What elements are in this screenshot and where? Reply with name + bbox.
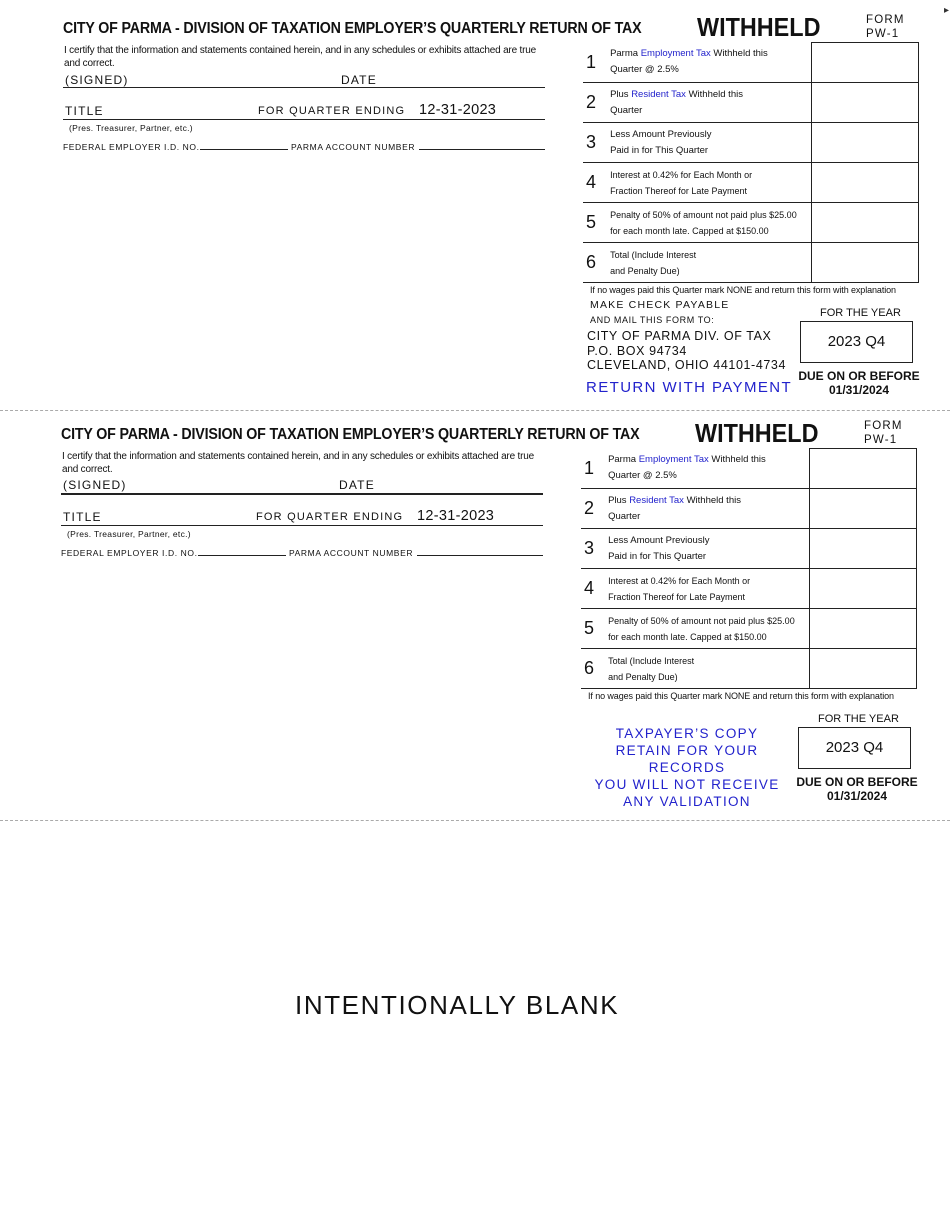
tax-line <box>581 489 917 529</box>
copy-notice-line: RETAIN FOR YOUR RECORDS <box>615 743 759 775</box>
mail-to-label: AND MAIL THIS FORM TO: <box>590 315 715 325</box>
line-number: 5 <box>581 609 606 649</box>
tax-lines-table <box>581 448 917 689</box>
line-number: 5 <box>583 203 608 243</box>
due-date <box>788 775 926 803</box>
tax-line <box>581 569 917 609</box>
tax-line <box>583 123 919 163</box>
line-description: Total (Include Interest and Penalty Due) <box>606 649 809 689</box>
federal-id-label: FEDERAL EMPLOYER I.D. NO. <box>61 548 198 558</box>
line-highlight: Resident Tax <box>629 494 684 506</box>
address-line: P.O. BOX 94734 <box>587 343 687 358</box>
signed-label: (SIGNED) <box>63 478 127 492</box>
due-label: DUE ON OR BEFORE <box>798 369 920 383</box>
line-description: Parma Employment Tax Withheld this Quarter @ 2.5% <box>608 43 811 83</box>
quarter-ending-label: FOR QUARTER ENDING <box>256 511 404 523</box>
due-label: DUE ON OR BEFORE <box>796 775 918 789</box>
date-label: DATE <box>341 73 377 87</box>
for-the-year-label: FOR THE YEAR <box>818 713 899 725</box>
title-label: TITLE <box>63 510 102 524</box>
account-number-label: PARMA ACCOUNT NUMBER <box>291 142 416 152</box>
intentionally-blank-notice: INTENTIONALLY BLANK <box>295 990 620 1020</box>
tax-line <box>581 449 917 489</box>
form-number: FORM PW-1 <box>866 14 905 40</box>
line-amount-field[interactable] <box>809 609 916 649</box>
line-number: 3 <box>581 529 606 569</box>
line-number: 4 <box>583 163 608 203</box>
cut-line <box>0 820 950 821</box>
due-date-value: 01/31/2024 <box>826 789 888 803</box>
title-field[interactable] <box>61 525 543 526</box>
line-number: 4 <box>581 569 606 609</box>
line-number: 2 <box>581 489 606 529</box>
line-highlight: Employment Tax <box>640 48 711 60</box>
line-number: 1 <box>581 449 606 489</box>
signature-field[interactable] <box>63 87 545 88</box>
withheld-heading: WITHHELD <box>695 418 819 448</box>
due-date-value: 01/31/2024 <box>828 383 890 397</box>
line-amount-field[interactable] <box>809 529 916 569</box>
account-number-field[interactable] <box>419 149 545 150</box>
for-the-year-label: FOR THE YEAR <box>820 307 901 319</box>
federal-id-label: FEDERAL EMPLOYER I.D. NO. <box>63 142 200 152</box>
tax-line <box>581 609 917 649</box>
line-description: Total (Include Interest and Penalty Due) <box>608 243 811 283</box>
line-number: 3 <box>583 123 608 163</box>
copy-notice-line: YOU WILL NOT RECEIVE <box>594 777 780 792</box>
federal-id-field[interactable] <box>200 149 288 150</box>
taxpayer-copy-notice <box>584 725 790 810</box>
line-highlight: Employment Tax <box>638 454 709 466</box>
withheld-heading: WITHHELD <box>697 12 821 42</box>
year-box: 2023 Q4 <box>798 727 911 769</box>
line-amount-field[interactable] <box>809 449 916 489</box>
return-with-payment: RETURN WITH PAYMENT <box>586 379 793 396</box>
line-amount-field[interactable] <box>809 569 916 609</box>
form-title: CITY OF PARMA - DIVISION OF TAXATION EMPLOYER’S QUARTERLY RETURN OF TAX <box>61 426 640 443</box>
no-wages-note: If no wages paid this Quarter mark NONE and return this form with explanation <box>588 691 894 701</box>
line-description: Interest at 0.42% for Each Month or Fraction Thereof for Late Payment <box>608 163 811 203</box>
quarter-ending-label: FOR QUARTER ENDING <box>258 105 406 117</box>
title-hint: (Pres. Treasurer, Partner, etc.) <box>69 123 193 133</box>
mailing-address <box>587 329 786 373</box>
title-label: TITLE <box>65 104 104 118</box>
account-number-label: PARMA ACCOUNT NUMBER <box>289 548 414 558</box>
tax-line <box>583 163 919 203</box>
date-label: DATE <box>339 478 375 492</box>
line-description: Penalty of 50% of amount not paid plus $25.00 for each month late. Capped at $150.00 <box>606 609 809 649</box>
taxpayer-copy-slip <box>0 406 948 812</box>
signature-field[interactable] <box>61 493 543 495</box>
line-amount-field[interactable] <box>809 489 916 529</box>
year-box: 2023 Q4 <box>800 321 913 363</box>
tax-line <box>583 83 919 123</box>
line-description: Less Amount Previously Paid in for This Quarter <box>606 529 809 569</box>
certification-text: I certify that the information and statements contained herein, and in any schedules or exhibits attached are true and correct. <box>62 451 534 475</box>
line-amount-field[interactable] <box>809 649 916 689</box>
tax-line <box>583 43 919 83</box>
line-number: 1 <box>583 43 608 83</box>
return-slip <box>0 0 950 406</box>
line-amount-field[interactable] <box>811 123 918 163</box>
line-amount-field[interactable] <box>811 83 918 123</box>
tax-line <box>583 243 919 283</box>
title-field[interactable] <box>63 119 545 120</box>
title-hint: (Pres. Treasurer, Partner, etc.) <box>67 529 191 539</box>
line-highlight: Resident Tax <box>631 88 686 100</box>
make-check-payable: MAKE CHECK PAYABLE <box>590 299 730 311</box>
signed-label: (SIGNED) <box>65 73 129 87</box>
line-description: Interest at 0.42% for Each Month or Fraction Thereof for Late Payment <box>606 569 809 609</box>
tax-line <box>581 529 917 569</box>
line-number: 6 <box>583 243 608 283</box>
line-description: Plus Resident Tax Withheld this Quarter <box>606 489 809 529</box>
line-number: 6 <box>581 649 606 689</box>
form-title: CITY OF PARMA - DIVISION OF TAXATION EMPLOYER’S QUARTERLY RETURN OF TAX <box>63 20 642 37</box>
tax-line <box>581 649 917 689</box>
address-line: CLEVELAND, OHIO 44101-4734 <box>587 358 787 372</box>
quarter-ending-value: 12-31-2023 <box>419 102 497 118</box>
due-date <box>790 369 928 397</box>
no-wages-note: If no wages paid this Quarter mark NONE and return this form with explanation <box>590 285 896 295</box>
line-description: Plus Resident Tax Withheld this Quarter <box>608 83 811 123</box>
line-description: Less Amount Previously Paid in for This Quarter <box>608 123 811 163</box>
line-amount-field[interactable] <box>811 43 918 83</box>
federal-id-field[interactable] <box>198 555 286 556</box>
form-number: FORM PW-1 <box>864 420 903 446</box>
line-amount-field[interactable] <box>811 203 918 243</box>
tax-line <box>583 203 919 243</box>
line-amount-field[interactable] <box>811 243 918 283</box>
certification-text: I certify that the information and statements contained herein, and in any schedules or exhibits attached are true and correct. <box>64 45 536 69</box>
account-number-field[interactable] <box>417 555 543 556</box>
line-number: 2 <box>583 83 608 123</box>
quarter-ending-value: 12-31-2023 <box>417 508 495 524</box>
corner-marker-icon: ▸ <box>944 5 950 16</box>
address-line: CITY OF PARMA DIV. OF TAX <box>587 329 772 343</box>
line-amount-field[interactable] <box>811 163 918 203</box>
copy-notice-line: ANY VALIDATION <box>623 794 751 809</box>
copy-notice-line: TAXPAYER’S COPY <box>615 726 759 741</box>
tax-lines-table <box>583 42 919 283</box>
line-description: Penalty of 50% of amount not paid plus $25.00 for each month late. Capped at $150.00 <box>608 203 811 243</box>
line-description: Parma Employment Tax Withheld this Quarter @ 2.5% <box>606 449 809 489</box>
